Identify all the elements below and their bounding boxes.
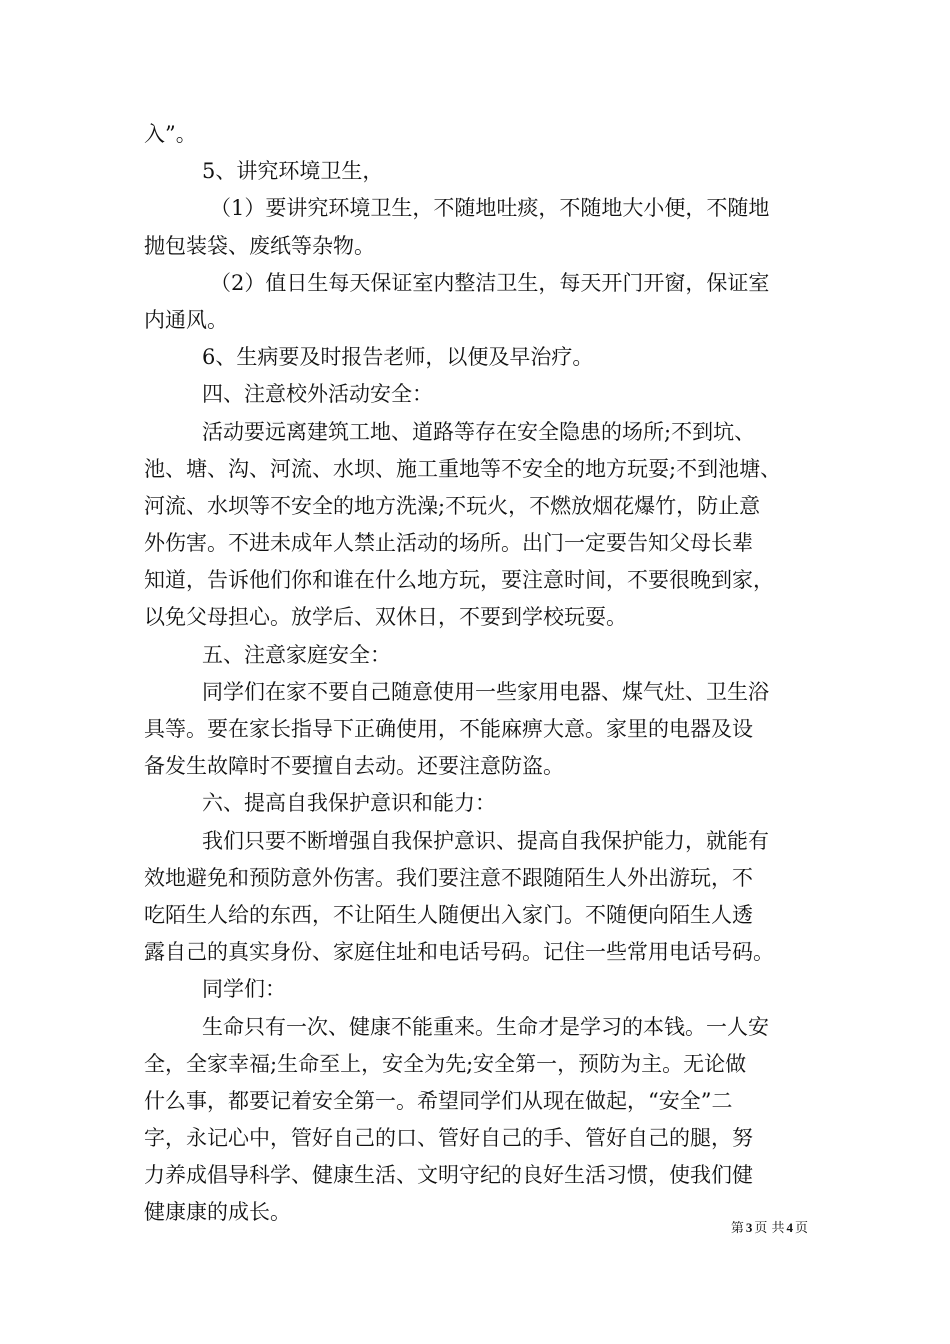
text-line: 露自己的真实身份、家庭住址和电话号码。记住一些常用电话号码。 [144,940,774,965]
text-line: 五、注意家庭安全： [202,642,391,667]
text-line: 什么事，都要记着安全第一。希望同学们从现在做起，“安全”二 [144,1088,733,1113]
text-line: 字，永记心中，管好自己的口、管好自己的手、管好自己的腿，努 [144,1126,753,1151]
text-line: 知道，告诉他们你和谁在什么地方玩，要注意时间，不要很晚到家， [144,568,774,593]
text-line: 活动要远离建筑工地、道路等存在安全隐患的场所;不到坑、 [202,419,756,444]
text-line: 健康康的成长。 [144,1200,291,1225]
document-body [144,116,808,1232]
text-line: 抛包装袋、废纸等杂物。 [144,233,375,258]
footer-prefix: 第 [730,1221,744,1236]
text-line: 我们只要不断增强自我保护意识、提高自我保护能力，就能有 [202,828,769,853]
text-line: 同学们在家不要自己随意使用一些家用电器、煤气灶、卫生浴 [202,679,769,704]
text-line: （1）要讲究环境卫生，不随地吐痰，不随地大小便，不随地 [210,196,770,221]
text-line: 池、塘、沟、河流、水坝、施工重地等不安全的地方玩耍;不到池塘、 [144,456,782,481]
text-line: 备发生故障时不要擅自去动。还要注意防盗。 [144,754,564,779]
text-line: 效地避免和预防意外伤害。我们要注意不跟随陌生人外出游玩，不 [144,865,753,890]
text-line: 5、讲究环境卫生， [202,159,384,184]
text-line: 具等。要在家长指导下正确使用，不能麻痹大意。家里的电器及设 [144,717,753,741]
footer-total-pages: 4 [786,1220,793,1235]
text-line: 吃陌生人给的东西，不让陌生人随便出入家门。不随便向陌生人透 [144,902,753,927]
text-line: 力养成倡导科学、健康生活、文明守纪的良好生活习惯，使我们健 [144,1163,753,1188]
text-line: 六、提高自我保护意识和能力： [202,791,496,816]
text-line: 外伤害。不进未成年人禁止活动的场所。出门一定要告知父母长辈 [144,531,753,556]
text-line: 内通风。 [144,307,228,332]
text-line: 四、注意校外活动安全： [202,382,433,407]
footer-middle: 页 共 [754,1221,785,1236]
text-line: 生命只有一次、健康不能重来。生命才是学习的本钱。一人安 [202,1014,769,1039]
text-line: 全，全家幸福;生命至上，安全为先;安全第一，预防为主。无论做 [144,1051,747,1076]
text-line: 入”。 [144,122,197,146]
footer-page-number: 3 [745,1220,753,1235]
text-line: 河流、水坝等不安全的地方洗澡;不玩火，不燃放烟花爆竹，防止意 [144,493,761,518]
footer-suffix: 页 [794,1221,808,1236]
text-line: （2）值日生每天保证室内整洁卫生，每天开门开窗，保证室 [210,270,770,295]
text-line: 以免父母担心。放学后、双休日，不要到学校玩耍。 [144,605,627,630]
text-line: 6、生病要及时报告老师，以便及早治疗。 [202,345,594,370]
page-footer [731,1218,808,1239]
text-line: 同学们： [202,977,286,1002]
